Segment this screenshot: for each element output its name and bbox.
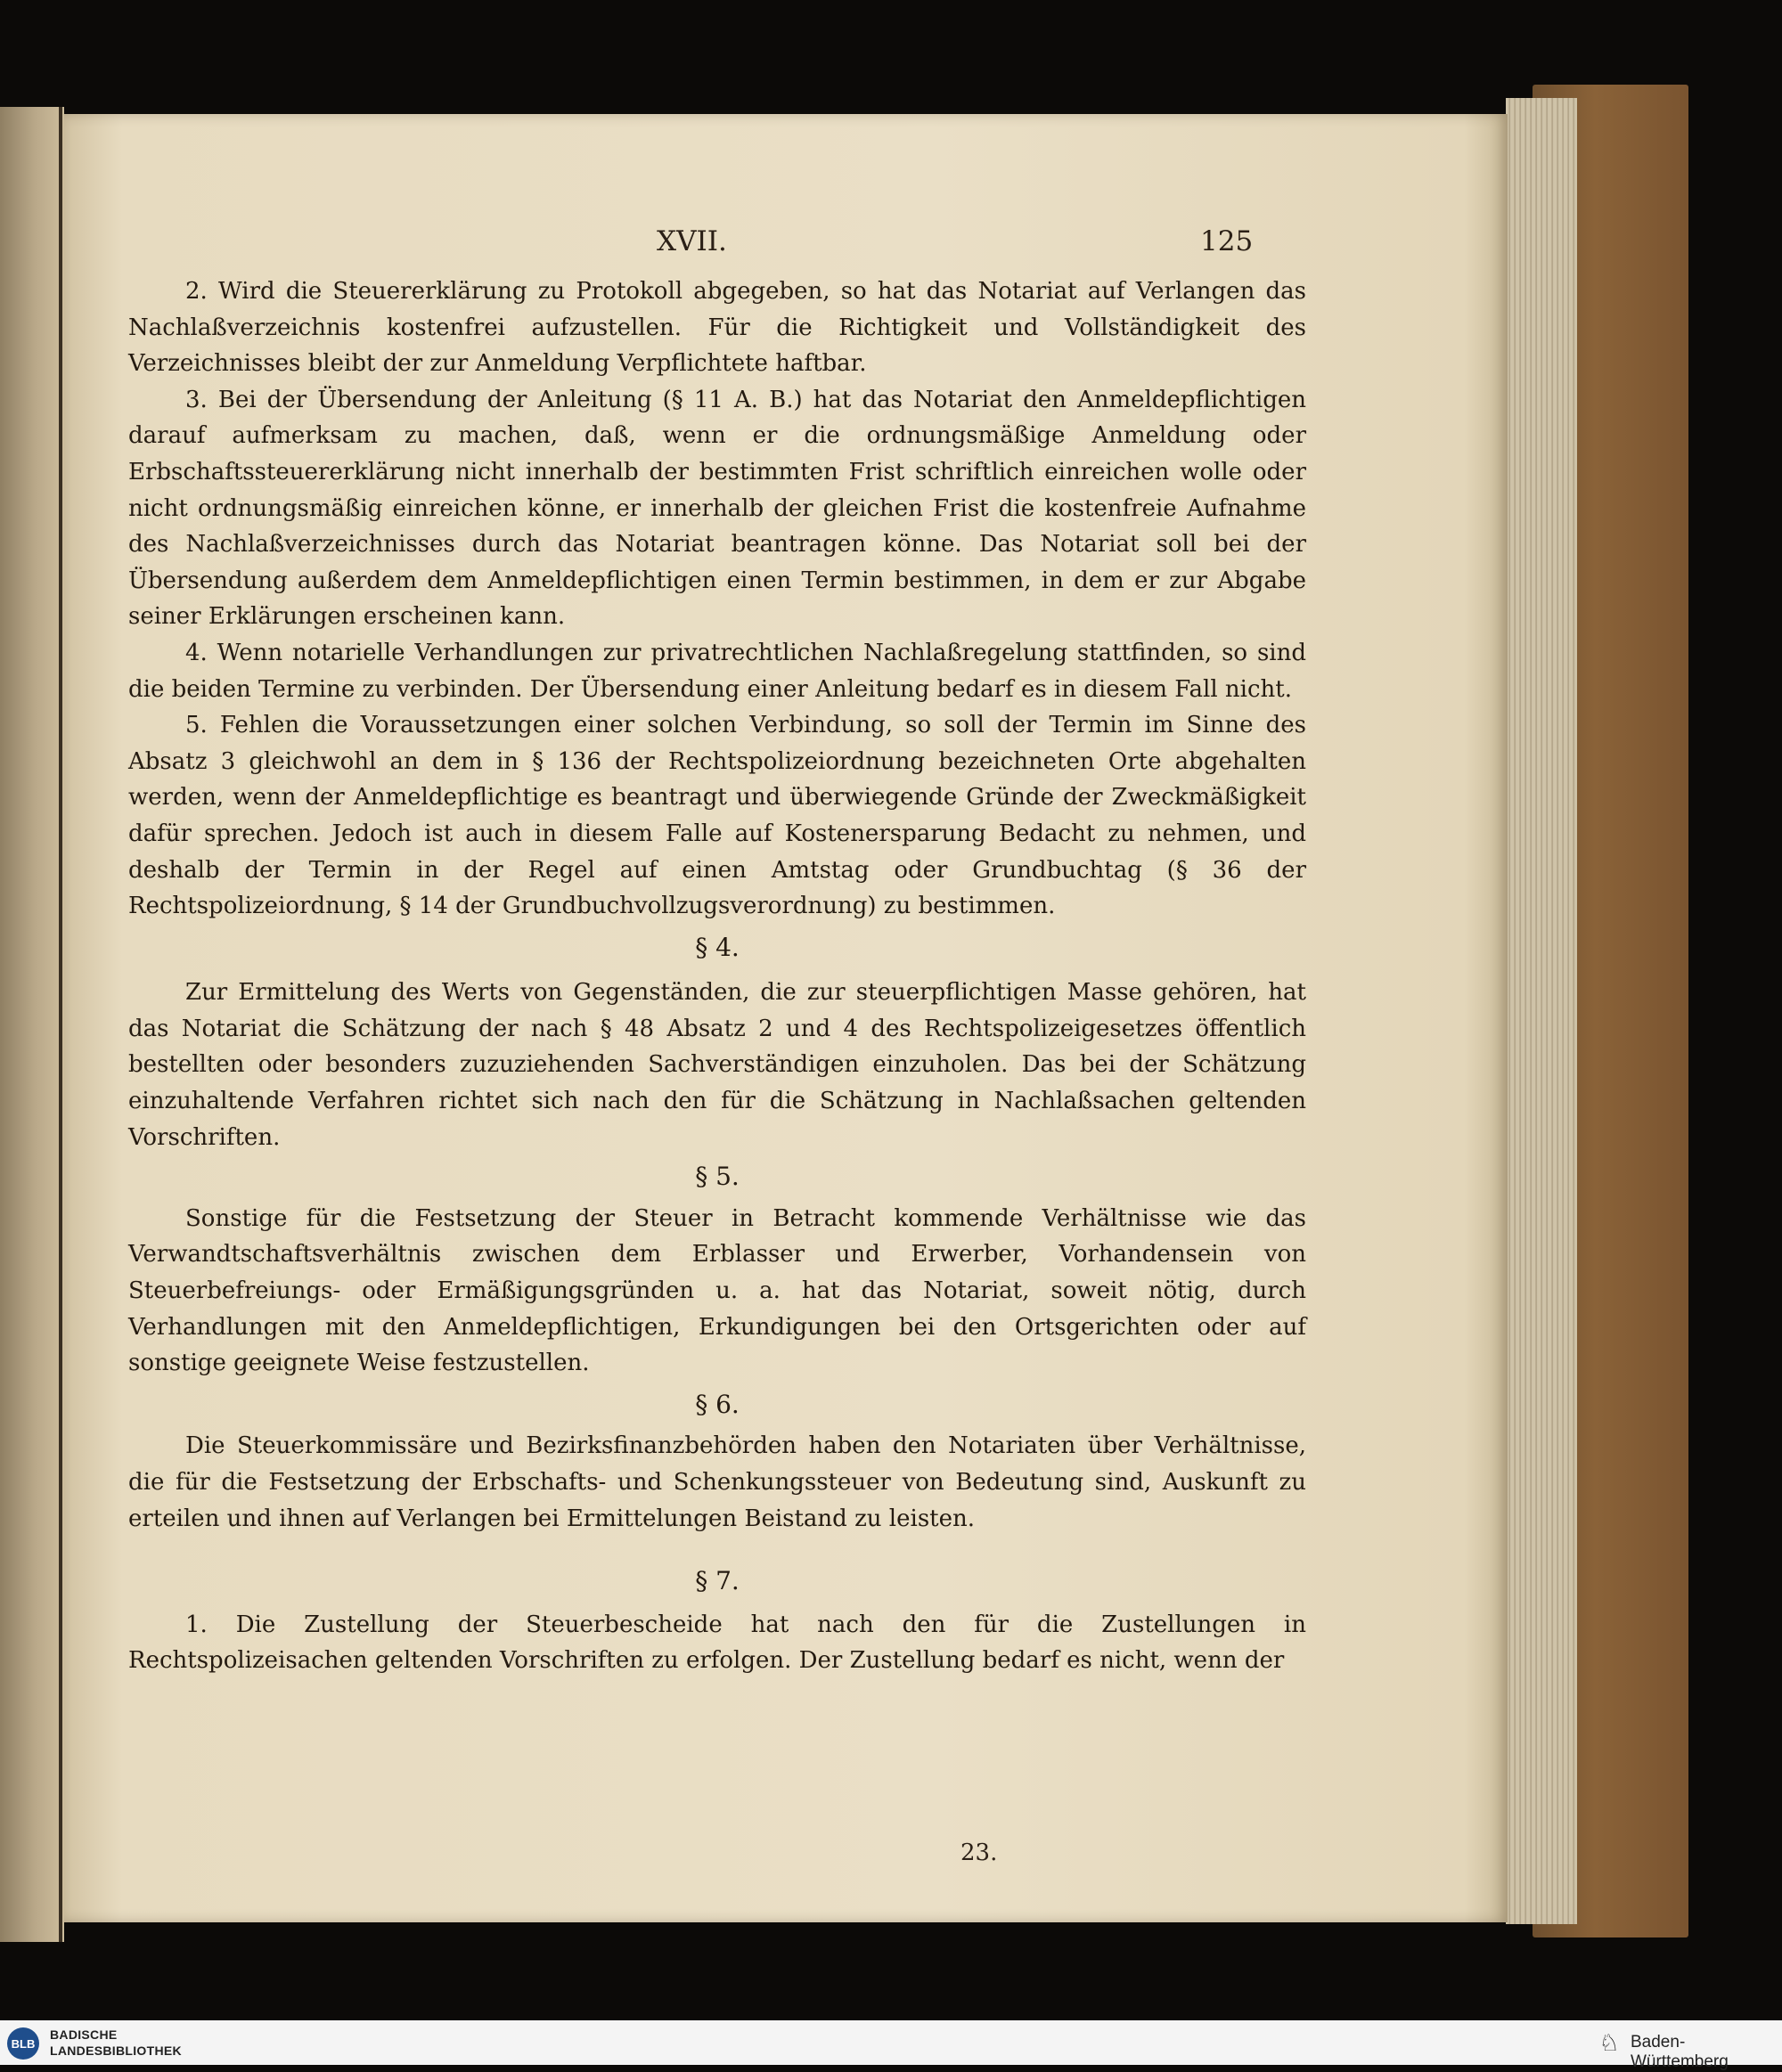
state-emblem-icon[interactable]: ♘ [1598, 2029, 1620, 2056]
paragraph-section-7: 1. Die Zustellung der Steuerbescheide hat nach den für die Zustellungen in Rechtspolizeisachen geltenden Vorschriften zu erfolgen. Der Zustellung bedarf es nicht, wenn der [128, 1611, 1306, 1675]
state-name[interactable]: Baden-Württemberg [1631, 2033, 1729, 2071]
library-name[interactable] [50, 2027, 182, 2059]
paragraph-section-6: Die Steuerkommissäre und Bezirksfinanzbehörden haben den Notariaten über Verhältnisse, die für die Festsetzung der Erbschafts- und Schenkungssteuer von Bedeutung sind, Auskunft zu erteilen und ihnen auf Verlangen bei Ermittelungen Beistand zu leisten. [128, 1432, 1306, 1532]
gutter-line [59, 107, 62, 1942]
paragraph-5: 5. Fehlen die Voraussetzungen einer solchen Verbindung, so soll der Termin im Sinne des Absatz 3 gleichwohl an dem in § 136 der Rechtspolizeiordnung bezeichneten Orte abgehalten werden, wenn der Anmeldepflichtige es beantragt und überwiegende Gründe der Zweckmäßigkeit dafür sprechen. Jedoch ist auch in diesem Falle auf Kostenersparung Bedacht zu nehmen, und deshalb der Termin in der Regel auf einen Amtstag oder Grundbuchtag (§ 36 der Rechtspolizeiordnung, § 14 der Grundbuchvollzugsverordnung) zu bestimmen. [128, 712, 1306, 920]
page-text [128, 273, 1306, 1679]
blb-logo-icon[interactable]: BLB [7, 2027, 39, 2060]
left-page-edge [0, 107, 64, 1942]
library-name-line1: BADISCHE [50, 2027, 118, 2042]
section-heading-4: § 4. [695, 932, 740, 962]
paragraph-2: 2. Wird die Steuererklärung zu Protokoll abgegeben, so hat das Notariat auf Verlangen das Nachlaßverzeichnis kostenfrei aufzustellen. Für die Richtigkeit und Vollständigkeit des Verzeichnisses bleibt der zur Anmeldung Verpflichtete haftbar. [128, 278, 1306, 378]
paragraph-section-4: Zur Ermittelung des Werts von Gegenständen, die zur steuerpflichtigen Masse gehören, hat das Notariat die Schätzung der nach § 48 Absatz 2 und 4 des Rechtspolizeigesetzes öffentlich bestellten oder besonders zuzuziehenden Sachverständigen einzuholen. Das bei der Schätzung einzuhaltende Verfahren richtet sich nach den für die Schätzung in Nachlaßsachen geltenden Vorschriften. [128, 979, 1306, 1151]
book-page [64, 114, 1508, 1922]
paragraph-3: 3. Bei der Übersendung der Anleitung (§ 11 A. B.) hat das Notariat den Anmeldepflichtigen darauf aufmerksam zu machen, daß, wenn er die ordnungsmäßige Anmeldung oder Erbschaftssteuererklärung nicht innerhalb der bestimmten Frist schriftlich einreichen wolle oder nicht ordnungsmäßig einreichen könne, er innerhalb der gleichen Frist die kostenfreie Aufnahme des Nachlaßverzeichnisses durch das Notariat beantragen könne. Das Notariat soll bei der Übersendung außerdem dem Anmeldepflichtigen einen Termin bestimmen, in dem er zur Abgabe seiner Erklärungen erscheinen kann. [128, 386, 1306, 631]
footer-bar [0, 2020, 1782, 2071]
paragraph-section-5: Sonstige für die Festsetzung der Steuer in Betracht kommende Verhältnisse wie das Verwandtschaftsverhältnis zwischen dem Erblasser und Erwerber, Vorhandensein von Steuerbefreiungs- oder Ermäßigungsgründen u. a. hat das Notariat, soweit nötig, durch Verhandlungen mit den Anmeldepflichtigen, Erkundigungen bei den Ortsgerichten oder auf sonstige geeignete Weise festzustellen. [128, 1204, 1306, 1377]
section-heading-6: § 6. [695, 1389, 740, 1419]
section-heading-5: § 5. [695, 1162, 740, 1192]
section-heading-7: § 7. [695, 1566, 740, 1596]
page-stack-edge [1506, 98, 1577, 1924]
chapter-number: XVII. [657, 225, 727, 257]
library-name-line2: LANDESBIBLIOTHEK [50, 2043, 182, 2058]
paragraph-4: 4. Wenn notarielle Verhandlungen zur privatrechtlichen Nachlaßregelung stattfinden, so sind die beiden Termine zu verbinden. Der Übersendung einer Anleitung bedarf es in diesem Fall nicht. [128, 639, 1306, 703]
page-number: 125 [1200, 225, 1254, 257]
signature-mark: 23. [960, 1840, 998, 1866]
page-header [64, 225, 1508, 261]
